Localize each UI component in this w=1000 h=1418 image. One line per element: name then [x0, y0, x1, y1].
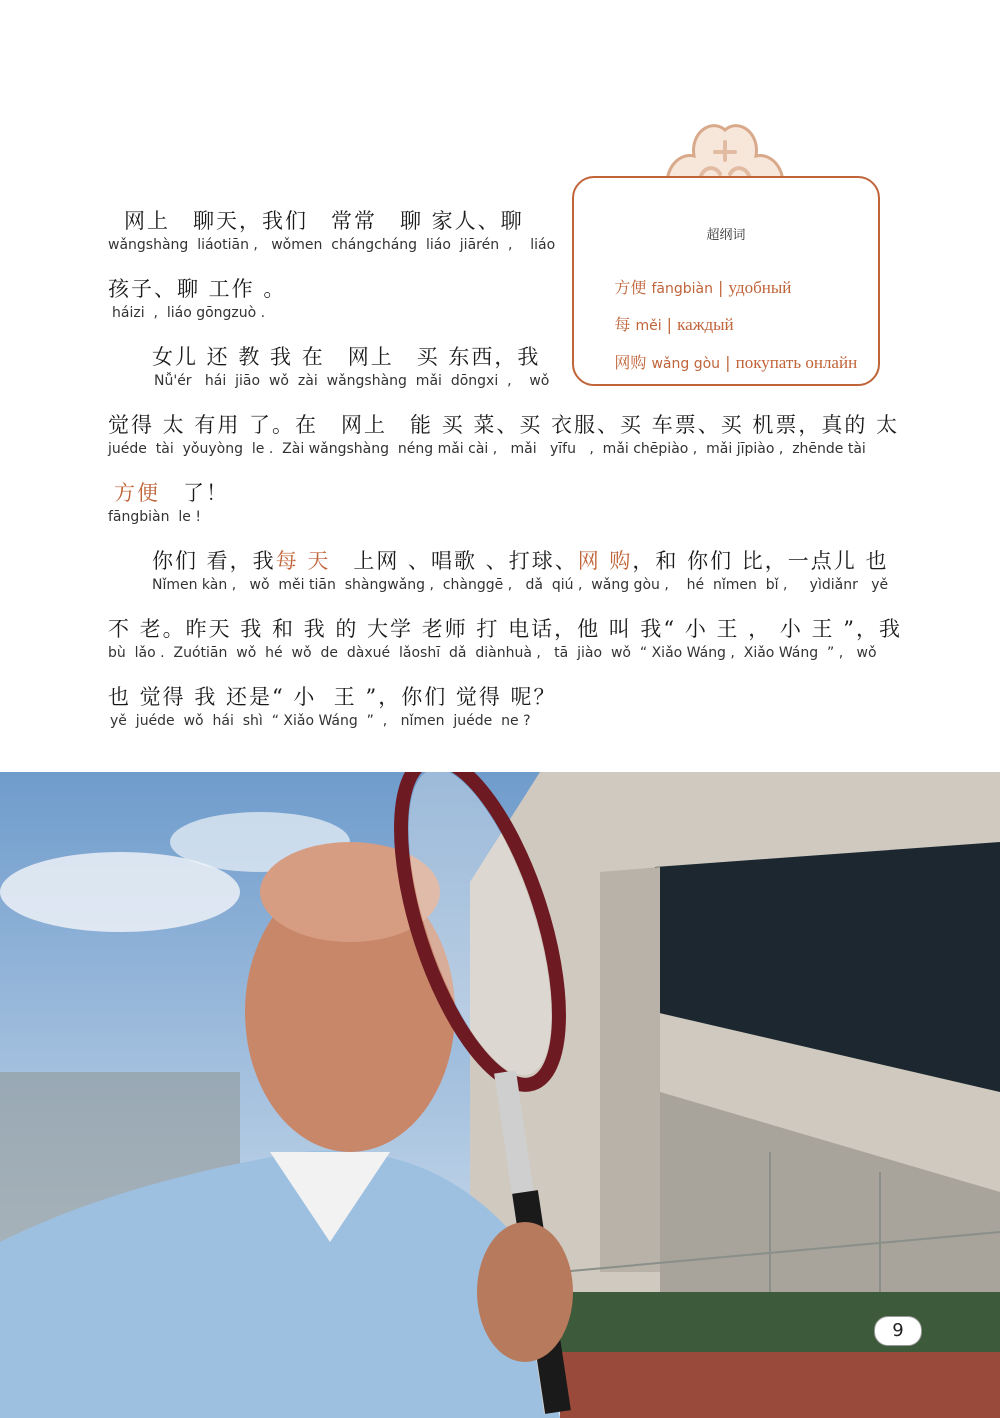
vocab-item: 网购 wǎng gòu | покупать онлайн [614, 353, 858, 372]
pinyin-line: yě juéde wǒ hái shì “ Xiǎo Wáng ” , nǐmen juéde ne ? [110, 713, 531, 729]
pinyin-line: Nǚ'ér hái jiāo wǒ zài wǎngshàng mǎi dōngxi , wǒ [154, 373, 550, 389]
hanzi-line: 也 觉得 我 还是“ 小 王 ”，你们 觉得 呢？ [108, 685, 557, 709]
tennis-photo [0, 772, 1000, 1418]
vocab-item: 每 měi | каждый [614, 315, 734, 334]
pinyin-line: bù lǎo . Zuótiān wǒ hé wǒ de dàxué lǎoshī dǎ diànhuà , tā jiào wǒ “ Xiǎo Wáng , Xiǎo Wáng ” , wǒ [108, 645, 877, 661]
page-number: 9 [874, 1316, 922, 1346]
pinyin-line: juéde tài yǒuyòng le . Zài wǎngshàng néng mǎi cài , mǎi yīfu , mǎi chēpiào , mǎi jīpiào , zhēnde tài [108, 441, 866, 457]
hanzi-line: 方便 了！ [114, 481, 229, 505]
hanzi-line: 孩子、聊 工作 。 [108, 277, 287, 301]
vocab-item: 方便 fāngbiàn | удобный [614, 278, 792, 297]
pinyin-line: háizi , liáo gōngzuò . [112, 305, 266, 321]
vocabulary-box [572, 176, 880, 386]
hanzi-line: 女儿 还 教 我 在 网上 买 东西，我 [152, 345, 541, 369]
pinyin-line: Nǐmen kàn , wǒ měi tiān shàngwǎng , chànggē , dǎ qiú , wǎng gòu , hé nǐmen bǐ , yìdiǎnr yě [152, 577, 889, 593]
vocab-title: 超纲词 [706, 228, 746, 243]
hanzi-line: 你们 看，我每 天 上网 、唱歌 、打球、网 购，和 你们 比，一点儿 也 [152, 549, 889, 573]
pinyin-line: wǎngshàng liáotiān , wǒmen chángcháng liáo jiārén , liáo [108, 237, 556, 253]
hanzi-line: 不 老。昨天 我 和 我 的 大学 老师 打 电话，他 叫 我“ 小 王 ， 小 王 ”，我 [108, 617, 902, 641]
hanzi-line: 觉得 太 有用 了。在 网上 能 买 菜、买 衣服、买 车票、买 机票，真的 太 [108, 413, 900, 437]
pinyin-line: fāngbiàn le ! [108, 509, 201, 525]
hanzi-line: 网上 聊天，我们 常常 聊 家人、聊 [124, 209, 524, 233]
